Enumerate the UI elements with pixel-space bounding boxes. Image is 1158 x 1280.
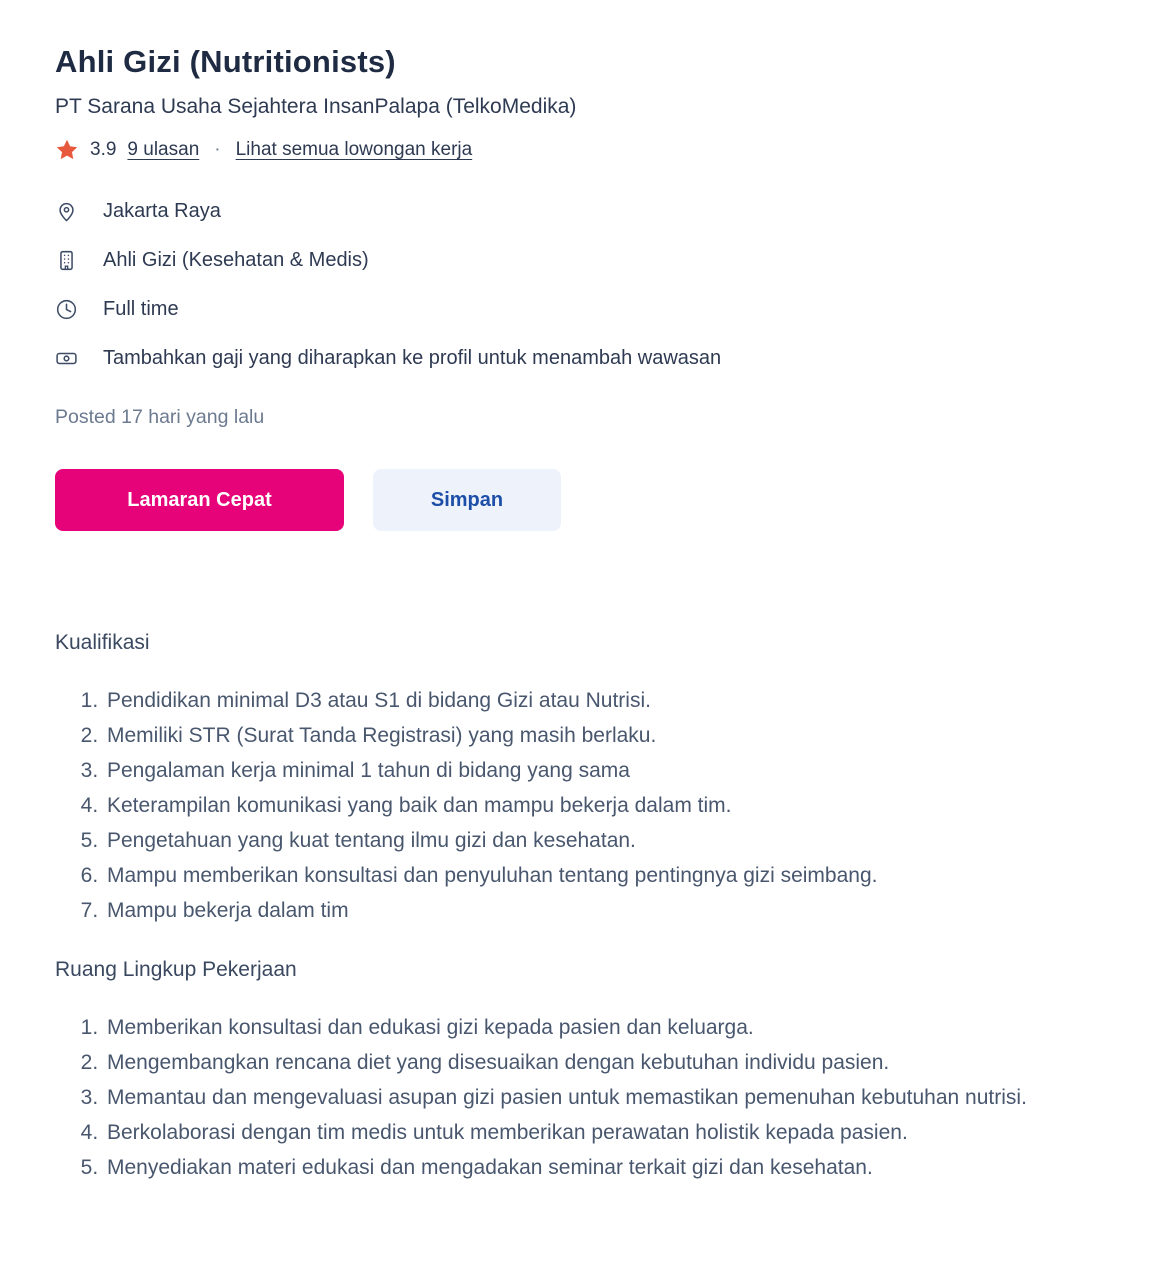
worktype-text: Full time: [103, 298, 179, 320]
list-item: 3. Pengalaman kerja minimal 1 tahun di bidang yang sama: [104, 753, 1128, 788]
location-pin-icon: [55, 200, 78, 223]
star-icon: [55, 138, 79, 162]
list-item: 2. Mengembangkan rencana diet yang disesuaikan dengan kebutuhan individu pasien.: [104, 1045, 1128, 1080]
list-item: 1. Memberikan konsultasi dan edukasi gizi kepada pasien dan keluarga.: [104, 1010, 1128, 1045]
building-icon: [55, 249, 78, 272]
list-item: 6. Mampu memberikan konsultasi dan penyuluhan tentang pentingnya gizi seimbang.: [104, 858, 1128, 893]
save-button[interactable]: Simpan: [373, 469, 561, 531]
detail-row-category: [55, 249, 1128, 272]
section-job-scope: [55, 958, 1128, 1185]
rating-value: 3.9: [90, 139, 117, 160]
posted-date: Posted 17 hari yang lalu: [55, 406, 265, 428]
page-title: Ahli Gizi (Nutritionists): [55, 44, 396, 79]
dot-separator: ·: [214, 139, 221, 160]
qualifications-heading: Kualifikasi: [55, 631, 150, 654]
detail-row-salary: [55, 347, 1128, 370]
all-jobs-link[interactable]: Lihat semua lowongan kerja: [235, 139, 473, 160]
company-name: PT Sarana Usaha Sejahtera InsanPalapa (TelkoMedika): [55, 95, 577, 118]
actions-row: [55, 469, 1128, 531]
detail-row-worktype: [55, 298, 1128, 321]
detail-row-location: [55, 200, 1128, 223]
qualifications-list: [55, 683, 1128, 928]
list-item: 5. Pengetahuan yang kuat tentang ilmu gizi dan kesehatan.: [104, 823, 1128, 858]
job-scope-heading: Ruang Lingkup Pekerjaan: [55, 958, 297, 981]
list-item: 2. Memiliki STR (Surat Tanda Registrasi) yang masih berlaku.: [104, 718, 1128, 753]
list-item: 5. Menyediakan materi edukasi dan mengadakan seminar terkait gizi dan kesehatan.: [104, 1150, 1128, 1185]
list-item: 7. Mampu bekerja dalam tim: [104, 893, 1128, 928]
list-item: 1. Pendidikan minimal D3 atau S1 di bidang Gizi atau Nutrisi.: [104, 683, 1128, 718]
salary-hint-text: Tambahkan gaji yang diharapkan ke profil untuk menambah wawasan: [103, 347, 722, 369]
list-item: 3. Memantau dan mengevaluasi asupan gizi pasien untuk memastikan pemenuhan kebutuhan nutrisi.: [104, 1080, 1128, 1115]
clock-icon: [55, 298, 78, 321]
quick-apply-button[interactable]: Lamaran Cepat: [55, 469, 344, 531]
list-item: 4. Berkolaborasi dengan tim medis untuk memberikan perawatan holistik kepada pasien.: [104, 1115, 1128, 1150]
job-scope-list: [55, 1010, 1128, 1185]
banknote-icon: [55, 347, 78, 370]
section-qualifications: [55, 631, 1128, 928]
location-text: Jakarta Raya: [103, 200, 221, 222]
reviews-link[interactable]: 9 ulasan: [127, 139, 200, 160]
rating-row: [55, 138, 1128, 162]
list-item: 4. Keterampilan komunikasi yang baik dan mampu bekerja dalam tim.: [104, 788, 1128, 823]
category-text: Ahli Gizi (Kesehatan & Medis): [103, 249, 369, 271]
